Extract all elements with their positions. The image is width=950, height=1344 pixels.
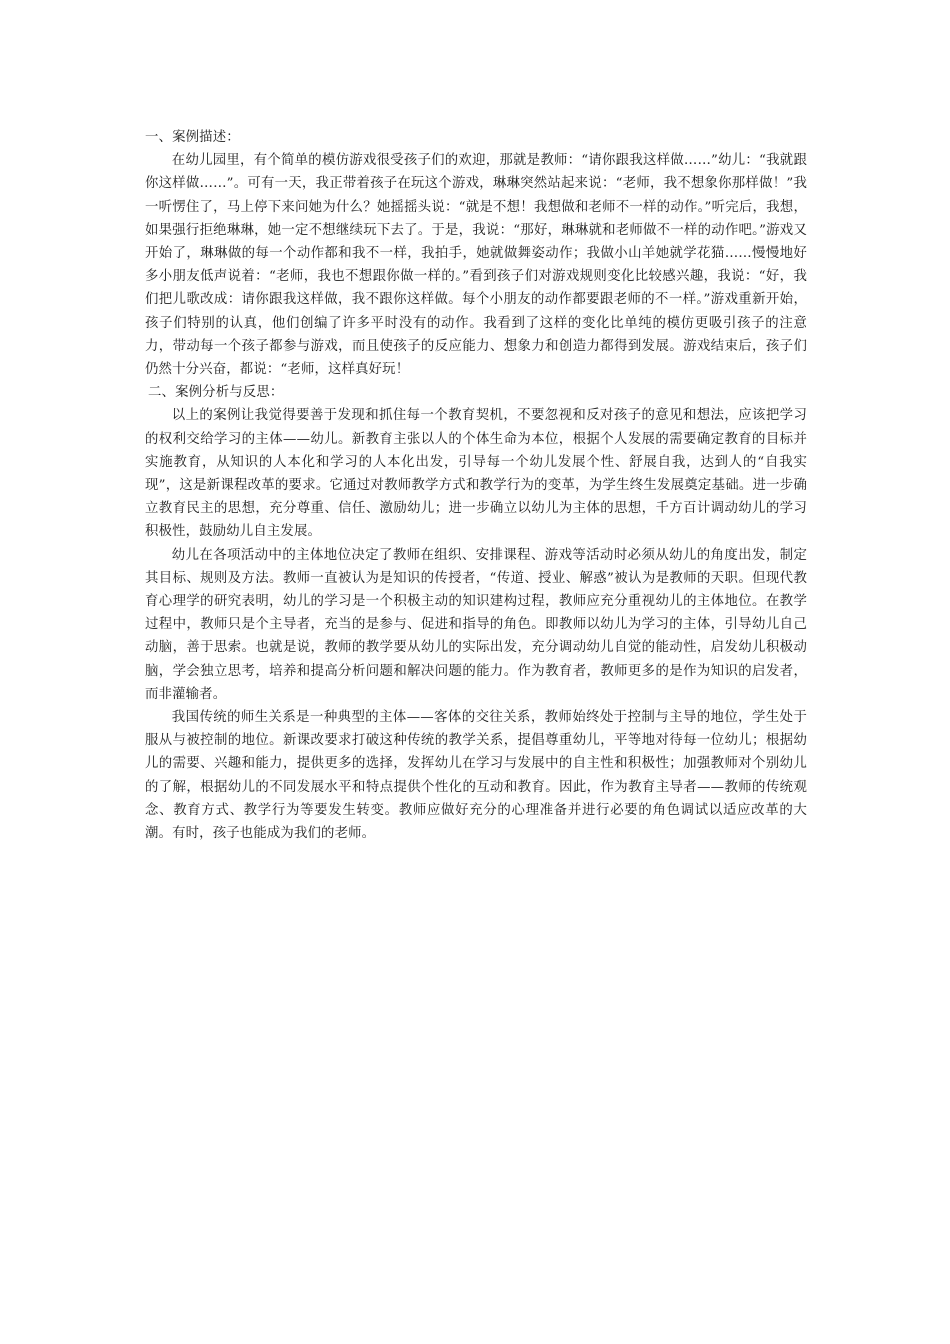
analysis-paragraph-3: 我国传统的师生关系是一种典型的主体——客体的交往关系，教师始终处于控制与主导的地位，学生处于服从与被控制的地位。新课改要求打破这种传统的教学关系，提倡尊重幼儿，平等地对待每一位幼儿；根据幼儿的需要、兴趣和能力，提供更多的选择，发挥幼儿在学习与发展中的自主性和积极性；加强教师对个别幼儿的了解，根据幼儿的不同发展水平和特点提供个性化的互动和教育。因此，作为教育主导者——教师的传统观念、教育方式、教学行为等要发生转变。教师应做好充分的心理准备并进行必要的角色调试以适应改革的大潮。有时，孩子也能成为我们的老师。 [145, 710, 807, 842]
analysis-paragraph-2: 幼儿在各项活动中的主体地位决定了教师在组织、安排课程、游戏等活动时必须从幼儿的角度出发，制定其目标、规则及方法。教师一直被认为是知识的传授者，“传道、授业、解惑”被认为是教师的天职。但现代教育心理学的研究表明，幼儿的学习是一个积极主动的知识建构过程，教师应充分重视幼儿的主体地位。在教学过程中，教师只是个主导者，充当的是参与、促进和指导的角色。即教师以幼儿为学习的主体，引导幼儿自己动脑，善于思索。也就是说，教师的教学要从幼儿的实际出发，充分调动幼儿自觉的能动性，启发幼儿积极动脑，学会独立思考，培养和提高分析问题和解决问题的能力。作为教育者，教师更多的是作为知识的启发者，而非灌输者。 [145, 547, 807, 702]
document-body [145, 126, 807, 845]
section-heading-analysis-reflection: 二、案例分析与反思： [148, 385, 284, 401]
section-heading-case-description: 一、案例描述： [145, 130, 240, 145]
case-description-paragraph: 在幼儿园里，有个简单的模仿游戏很受孩子们的欢迎，那就是教师：“请你跟我这样做……”幼儿：“我就跟你这样做……”。可有一天，我正带着孩子在玩这个游戏，琳琳突然站起来说：“老师，我不想象你那样做！”我一听愣住了，马上停下来问她为什么？她摇摇头说：“就是不想！我想做和老师不一样的动作。”听完后，我想，如果强行拒绝琳琳，她一定不想继续玩下去了。于是，我说：“那好，琳琳就和老师做不一样的动作吧。”游戏又开始了，琳琳做的每一个动作都和我不一样，我拍手，她就做舞姿动作；我做小山羊她就学花猫……慢慢地好多小朋友低声说着：“老师，我也不想跟你做一样的。”看到孩子们对游戏规则变化比较感兴趣，我说：“好，我们把儿歌改成：请你跟我这样做，我不跟你这样做。每个小朋友的动作都要跟老师的不一样。”游戏重新开始，孩子们特别的认真，他们创编了许多平时没有的动作。我看到了这样的变化比单纯的模仿更吸引孩子的注意力，带动每一个孩子都参与游戏，而且使孩子的反应能力、想象力和创造力都得到发展。游戏结束后，孩子们仍然十分兴奋，都说：“老师，这样真好玩！ [145, 153, 807, 378]
analysis-paragraph-1: 以上的案例让我觉得要善于发现和抓住每一个教育契机，不要忽视和反对孩子的意见和想法，应该把学习的权利交给学习的主体——幼儿。新教育主张以人的个体生命为本位，根据个人发展的需要确定教育的目标并实施教育，从知识的人本化和学习的人本化出发，引导每一个幼儿发展个性、舒展自我，达到人的“自我实现”，这是新课程改革的要求。它通过对教师教学方式和教学行为的变革，为学生终生发展奠定基础。进一步确立教育民主的思想，充分尊重、信任、激励幼儿；进一步确立以幼儿为主体的思想，千方百计调动幼儿的学习积极性，鼓励幼儿自主发展。 [145, 408, 807, 540]
